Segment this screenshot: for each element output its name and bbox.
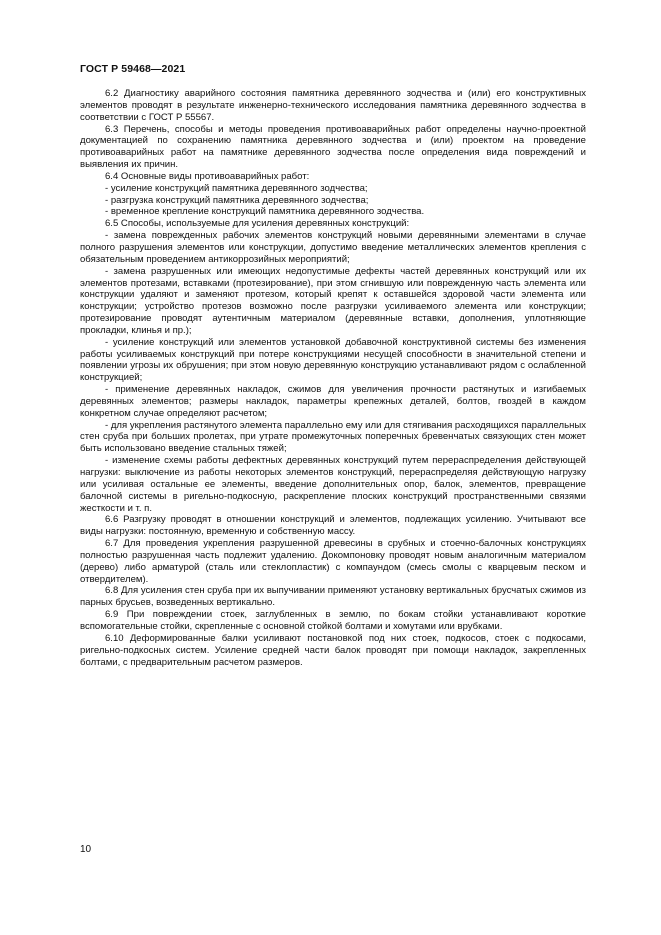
- list-item: - для укрепления растянутого элемента параллельно ему или для стягивания расходящихся параллельных стен сруба при больших пролетах, при утрате промежуточных поперечных бревенчатых связующих стен может быть использовано введение стальных тяжей;: [80, 419, 586, 455]
- page-number: 10: [80, 844, 92, 855]
- list-item: - усиление конструкций или элементов установкой добавочной конструктивной системы без изменения работы усиливаемых конструкций при потере конструкциями несущей способности в значительной степени и появлении угрозы их обрушения; при этом новую деревянную конструкцию устанавливают рядом с ослабленной конструкцией;: [80, 336, 586, 384]
- list-item: - применение деревянных накладок, сжимов для увеличения прочности растянутых и изгибаемых деревянных элементов; размеры накладок, параметры крепежных деталей, болтов, гвоздей в каждом конкретном случае определяют расчетом;: [80, 384, 586, 419]
- paragraph-6-4: 6.4 Основные виды противоаварийных работ:: [105, 170, 310, 182]
- list-item: - изменение схемы работы дефектных деревянных конструкций путем перераспределения действующей нагрузки: выключение из работы некоторых элементов конструкций, перераспределяя действующую нагрузку или усиливая остальные ее элементы, введение дополнительных опор, балок, элементов, превращение балочной системы в ригельно-подкосную, раскрепление плоских конструкций пространственными связями жесткости и т. п.: [80, 455, 586, 514]
- list-item: - разгрузка конструкций памятника деревянного зодчества;: [105, 194, 369, 206]
- paragraph-6-6: 6.6 Разгрузку проводят в отношении конструкций и элементов, подлежащих усилению. Учитывают все виды нагрузки: постоянную, временную и собственную массу.: [80, 514, 586, 538]
- document-header: ГОСТ Р 59468—2021: [80, 63, 186, 75]
- list-item: - замена разрушенных или имеющих недопустимые дефекты частей деревянных конструкций или их элементов протезами, вставками (протезирование), при этом сгнившую или поврежденную часть элемента или конструкции удаляют и заменяют протезом, который крепят к оставшейся здоровой части элемента или конструкции; устройство протезов возможно после разгрузки усиливаемого элемента или конструкции; протезирование проводят аутентичным материалом (деревянные вставки, дополнения, уплотняющие прокладки, клинья и пр.);: [80, 265, 586, 336]
- paragraph-6-9: 6.9 При повреждении стоек, заглубленных в землю, по бокам стойки устанавливают короткие вспомогательные стойки, скрепленные с основной стойкой болтами и хомутами или врубками.: [80, 609, 586, 632]
- list-item: - замена поврежденных рабочих элементов конструкций новыми деревянными элементами в случае полного разрушения элементов или конструкции, допустимо введение металлических элементов крепления с обязательным проведением антикоррозийных мероприятий;: [80, 230, 586, 265]
- list-item: - временное крепление конструкций памятника деревянного зодчества.: [105, 206, 425, 218]
- paragraph-6-2: 6.2 Диагностику аварийного состояния памятника деревянного зодчества и (или) его конструктивных элементов проводят в результате инженерно-технического исследования памятника деревянного зодчества в соответствии с ГОСТ Р 55567.: [80, 88, 586, 123]
- paragraph-6-8: 6.8 Для усиления стен сруба при их выпучивании применяют установку вертикальных брусчатых сжимов из парных брусьев, возведенных вертикально.: [80, 585, 586, 609]
- paragraph-6-3: 6.3 Перечень, способы и методы проведения противоаварийных работ определены научно-проектной документацией по сохранению памятника деревянного зодчества и (или) проектом на проведение противоаварийных работ на памятнике деревянного зодчества после определения вида повреждений и выявления их причин.: [80, 123, 586, 171]
- paragraph-6-10: 6.10 Деформированные балки усиливают постановкой под них стоек, подкосов, стоек с подкосами, ригельно-подкосных систем. Усиление средней части балок проводят при помощи накладок, закрепленных болтами, с предварительным расчетом размеров.: [80, 632, 586, 668]
- document-body: [80, 88, 586, 668]
- paragraph-6-5: 6.5 Способы, используемые для усиления деревянных конструкций:: [105, 218, 410, 230]
- paragraph-6-7: 6.7 Для проведения укрепления разрушенной древесины в срубных и стоечно-балочных конструкциях полностью разрушенная часть подлежит удалению. Докомпоновку проводят новым аналогичным материалом (дерево) либо арматурой (сталь или стеклопластик) с компаундом (смесь смолы с кварцевым песком и отвердителем).: [80, 538, 586, 585]
- list-item: - усиление конструкций памятника деревянного зодчества;: [105, 182, 368, 194]
